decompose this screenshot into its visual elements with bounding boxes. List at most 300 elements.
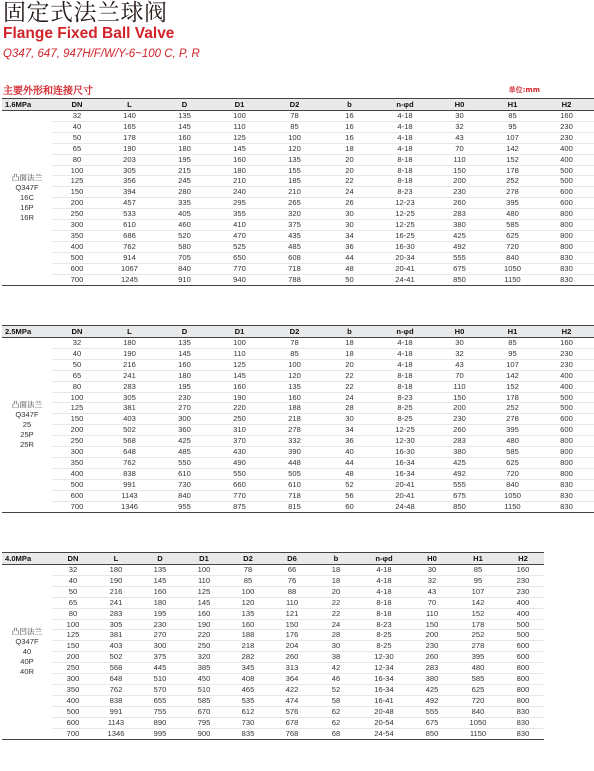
table-cell: 502 [94,652,138,663]
table-cell: 110 [433,381,486,392]
table-cell: 940 [212,274,267,285]
table-cell: 500 [52,479,102,490]
table-cell: 16-41 [358,695,410,706]
table-cell: 200 [433,176,486,187]
table-cell: 78 [226,565,270,576]
table-cell: 380 [410,674,454,685]
table-cell: 152 [486,154,539,165]
section-title: 主要外形和连接尺寸 [3,86,93,97]
table-row [2,414,594,425]
table-cell: 230 [539,359,594,370]
table-cell: 448 [267,457,322,468]
table-cell: 270 [138,630,182,641]
table-cell: 200 [52,425,102,436]
table-cell: 8-18 [377,176,433,187]
table-cell: 480 [486,209,539,220]
table-cell: 100 [226,586,270,597]
table-cell: 625 [486,457,539,468]
table-cell: 700 [52,274,102,285]
table-cell: 840 [454,706,502,717]
table-row [2,263,594,274]
table-row [2,663,544,674]
table-cell: 178 [454,619,502,630]
table-cell: 500 [52,706,94,717]
table-cell: 815 [267,501,322,512]
flange-label-line: 40P [20,656,34,666]
table-cell: 400 [502,597,544,608]
table-cell: 355 [212,209,267,220]
table-cell: 500 [502,630,544,641]
table-cell: 480 [486,436,539,447]
table-cell: 600 [52,717,94,728]
table-cell: 1150 [486,274,539,285]
table-cell: 800 [539,447,594,458]
table-cell: 600 [52,263,102,274]
spec-table [2,98,594,286]
table-cell: 788 [267,274,322,285]
table-cell: 200 [52,198,102,209]
table-cell: 100 [267,359,322,370]
table-cell: 305 [102,165,157,176]
table-cell: 840 [157,263,212,274]
table-cell: 830 [539,274,594,285]
table-cell: 24 [322,187,377,198]
column-header: DN [52,99,102,111]
table-cell: 160 [182,608,226,619]
table-cell: 135 [157,338,212,349]
table-cell: 50 [322,274,377,285]
table-row [2,586,544,597]
table-cell: 283 [94,608,138,619]
table-cell: 125 [52,630,94,641]
table-row [2,121,594,132]
table-cell: 850 [433,501,486,512]
table-cell: 18 [314,575,358,586]
table-cell: 260 [270,652,314,663]
table-row [2,209,594,220]
table-cell: 400 [539,370,594,381]
table-cell: 160 [539,111,594,122]
page-title-cn: 固定式法兰球阀 [3,0,168,26]
table-cell: 535 [226,695,270,706]
table-cell: 283 [410,663,454,674]
table-cell: 44 [322,252,377,263]
table-cell: 500 [539,165,594,176]
table-cell: 332 [267,436,322,447]
table-cell: 200 [410,630,454,641]
column-header: H2 [539,326,594,338]
table-cell: 88 [270,586,314,597]
table-cell: 470 [212,230,267,241]
table-cell: 178 [486,392,539,403]
table-cell: 215 [157,165,212,176]
flange-label-line: 凸面法兰 [11,172,43,182]
table-cell: 250 [52,209,102,220]
table-cell: 70 [410,597,454,608]
table-cell: 800 [539,209,594,220]
table-cell: 830 [539,263,594,274]
table-cell: 100 [182,565,226,576]
pressure-rating: 4.0MPa [2,553,52,565]
table-cell: 230 [539,121,594,132]
table-cell: 762 [102,457,157,468]
table-cell: 62 [314,706,358,717]
table-cell: 612 [226,706,270,717]
table-cell: 230 [539,132,594,143]
column-header: D2 [267,99,322,111]
table-cell: 40 [52,575,94,586]
table-cell: 22 [314,608,358,619]
table-cell: 300 [157,414,212,425]
table-cell: 100 [52,392,102,403]
table-cell: 900 [182,728,226,739]
table-cell: 800 [502,684,544,695]
table-cell: 36 [322,241,377,252]
table-cell: 230 [410,641,454,652]
column-header: D [157,99,212,111]
table-cell: 95 [486,348,539,359]
table-row [2,132,594,143]
table-cell: 8-23 [377,187,433,198]
table-cell: 22 [322,370,377,381]
column-header: b [314,553,358,565]
table-row [2,728,544,739]
table-cell: 107 [486,359,539,370]
table-cell: 720 [486,468,539,479]
table-cell: 550 [212,468,267,479]
table-cell: 400 [52,468,102,479]
table-cell: 230 [157,392,212,403]
table-cell: 770 [212,490,267,501]
table-cell: 80 [52,608,94,619]
table-cell: 32 [52,338,102,349]
column-header: b [322,99,377,111]
table-cell: 625 [454,684,502,695]
table-cell: 24-41 [377,274,433,285]
flange-label-line: 凸凹法兰 [11,626,43,636]
table-cell: 250 [182,641,226,652]
table-cell: 500 [539,392,594,403]
table-cell: 8-25 [358,630,410,641]
table-cell: 40 [52,121,102,132]
table-row [2,381,594,392]
flange-label-line: Q347F [15,636,39,646]
table-cell: 190 [212,392,267,403]
table-cell: 800 [539,220,594,231]
table-row [2,468,594,479]
table-row [2,490,594,501]
table-cell: 610 [267,479,322,490]
table-cell: 260 [433,198,486,209]
table-cell: 125 [182,586,226,597]
table-cell: 648 [94,674,138,685]
table-cell: 360 [157,425,212,436]
table-cell: 955 [157,501,212,512]
table-cell: 838 [102,468,157,479]
table-cell: 1050 [486,490,539,501]
table-cell: 48 [322,468,377,479]
table-cell: 991 [102,479,157,490]
table-4-0mpa [2,552,544,740]
table-cell: 26 [322,198,377,209]
table-cell: 1067 [102,263,157,274]
table-cell: 185 [267,176,322,187]
table-cell: 395 [486,198,539,209]
column-header: H2 [502,553,544,565]
table-cell: 480 [454,663,502,674]
table-cell: 718 [267,263,322,274]
table-cell: 400 [52,695,94,706]
table-cell: 43 [410,586,454,597]
table-cell: 408 [226,674,270,685]
table-row [2,597,544,608]
table-row [2,717,544,728]
table-cell: 125 [212,359,267,370]
table-cell: 52 [322,479,377,490]
table-cell: 140 [102,111,157,122]
table-cell: 830 [502,728,544,739]
table-cell: 190 [94,575,138,586]
table-row [2,403,594,414]
table-cell: 830 [539,252,594,263]
table-cell: 18 [322,348,377,359]
table-cell: 265 [267,198,322,209]
table-cell: 16 [322,121,377,132]
table-row [2,447,594,458]
table-cell: 52 [314,684,358,695]
table-cell: 300 [52,674,94,685]
table-cell: 155 [267,165,322,176]
table-cell: 66 [270,565,314,576]
table-cell: 283 [433,209,486,220]
table-cell: 56 [322,490,377,501]
table-cell: 395 [454,652,502,663]
table-cell: 18 [322,143,377,154]
table-row [2,370,594,381]
flange-label-line: 16C [20,192,34,202]
table-cell: 762 [102,241,157,252]
table-cell: 675 [433,490,486,501]
table-cell: 30 [322,220,377,231]
table-row [2,630,544,641]
table-cell: 278 [454,641,502,652]
table-cell: 120 [267,370,322,381]
table-cell: 85 [486,338,539,349]
table-cell: 300 [52,447,102,458]
table-row [2,187,594,198]
table-cell: 107 [486,132,539,143]
table-cell: 20-54 [358,717,410,728]
table-cell: 395 [486,425,539,436]
table-cell: 403 [102,414,157,425]
table-cell: 176 [270,630,314,641]
table-cell: 44 [322,457,377,468]
column-header: H0 [433,99,486,111]
table-cell: 252 [454,630,502,641]
table-cell: 800 [539,230,594,241]
table-cell: 218 [226,641,270,652]
table-cell: 65 [52,143,102,154]
table-row [2,198,594,209]
table-cell: 490 [212,457,267,468]
column-header: D [157,326,212,338]
flange-label-line: Q347F [15,182,39,192]
column-header: D6 [270,553,314,565]
table-cell: 46 [314,674,358,685]
table-cell: 525 [212,241,267,252]
table-cell: 608 [267,252,322,263]
flange-label-line: 25 [22,419,32,429]
table-row [2,230,594,241]
table-cell: 65 [52,597,94,608]
table-cell: 252 [486,403,539,414]
spec-table [2,325,594,513]
unit-label: 单位:mm [508,86,540,94]
table-cell: 500 [502,619,544,630]
table-cell: 550 [157,457,212,468]
table-cell: 145 [157,121,212,132]
table-cell: 110 [433,154,486,165]
table-cell: 8-18 [358,608,410,619]
table-cell: 580 [157,241,212,252]
table-cell: 300 [138,641,182,652]
table-cell: 12-30 [358,652,410,663]
table-cell: 188 [267,403,322,414]
flange-label-line: 40 [22,646,32,656]
table-cell: 875 [212,501,267,512]
table-cell: 65 [52,370,102,381]
column-header: DN [52,553,94,565]
table-cell: 85 [226,575,270,586]
flange-label-line: 凸面法兰 [11,399,43,409]
table-cell: 20 [314,586,358,597]
table-cell: 730 [226,717,270,728]
table-cell: 107 [454,586,502,597]
table-cell: 230 [138,619,182,630]
table-cell: 40 [322,447,377,458]
table-cell: 600 [502,652,544,663]
table-cell: 1346 [94,728,138,739]
table-cell: 660 [212,479,267,490]
table-cell: 210 [212,176,267,187]
table-cell: 121 [270,608,314,619]
table-cell: 16-30 [377,241,433,252]
table-cell: 295 [212,198,267,209]
table-cell: 718 [267,490,322,501]
table-cell: 840 [486,252,539,263]
table-2-5mpa [2,325,573,513]
table-row [2,252,594,263]
table-cell: 500 [539,403,594,414]
table-cell: 100 [212,111,267,122]
table-cell: 600 [502,641,544,652]
table-cell: 1143 [94,717,138,728]
table-row [2,641,544,652]
table-cell: 120 [267,143,322,154]
flange-label-line: 25R [20,439,34,449]
table-row [2,359,594,370]
table-cell: 465 [226,684,270,695]
table-cell: 95 [454,575,502,586]
table-cell: 670 [182,706,226,717]
table-cell: 364 [270,674,314,685]
table-cell: 18 [314,565,358,576]
table-cell: 12-30 [377,436,433,447]
table-cell: 568 [102,436,157,447]
table-cell: 250 [212,414,267,425]
table-cell: 12-25 [377,425,433,436]
table-cell: 135 [226,608,270,619]
table-cell: 350 [52,684,94,695]
table-cell: 400 [502,608,544,619]
table-cell: 36 [322,436,377,447]
table-cell: 492 [433,241,486,252]
table-cell: 510 [182,684,226,695]
table-cell: 356 [102,176,157,187]
table-cell: 283 [433,436,486,447]
table-cell: 4-18 [377,111,433,122]
table-cell: 16-34 [377,468,433,479]
table-cell: 800 [539,241,594,252]
table-cell: 600 [52,490,102,501]
table-cell: 178 [486,165,539,176]
table-cell: 32 [433,348,486,359]
table-cell: 400 [539,154,594,165]
table-cell: 150 [270,619,314,630]
table-row [2,392,594,403]
table-cell: 150 [410,619,454,630]
table-cell: 485 [267,241,322,252]
table-cell: 230 [502,575,544,586]
table-cell: 600 [539,425,594,436]
column-header: H0 [410,553,454,565]
table-cell: 260 [410,652,454,663]
table-row [2,111,594,122]
table-cell: 110 [212,348,267,359]
column-header: n-φd [377,99,433,111]
table-row [2,565,544,576]
table-cell: 110 [182,575,226,586]
table-cell: 135 [267,154,322,165]
table-cell: 720 [486,241,539,252]
table-row [2,176,594,187]
table-cell: 16-25 [377,230,433,241]
table-cell: 152 [454,608,502,619]
table-cell: 435 [267,230,322,241]
table-cell: 216 [94,586,138,597]
table-cell: 20-41 [377,263,433,274]
table-cell: 95 [486,121,539,132]
table-cell: 20-41 [377,490,433,501]
table-cell: 12-25 [377,209,433,220]
column-header: D2 [267,326,322,338]
table-cell: 100 [52,619,94,630]
table-cell: 910 [157,274,212,285]
table-cell: 585 [454,674,502,685]
table-cell: 1150 [454,728,502,739]
table-cell: 576 [270,706,314,717]
table-cell: 4-18 [377,338,433,349]
table-cell: 1346 [102,501,157,512]
table-cell: 204 [270,641,314,652]
table-cell: 830 [502,717,544,728]
table-cell: 610 [102,220,157,231]
table-cell: 180 [157,143,212,154]
table-cell: 50 [52,586,94,597]
table-cell: 400 [52,241,102,252]
table-cell: 160 [212,381,267,392]
table-cell: 445 [138,663,182,674]
